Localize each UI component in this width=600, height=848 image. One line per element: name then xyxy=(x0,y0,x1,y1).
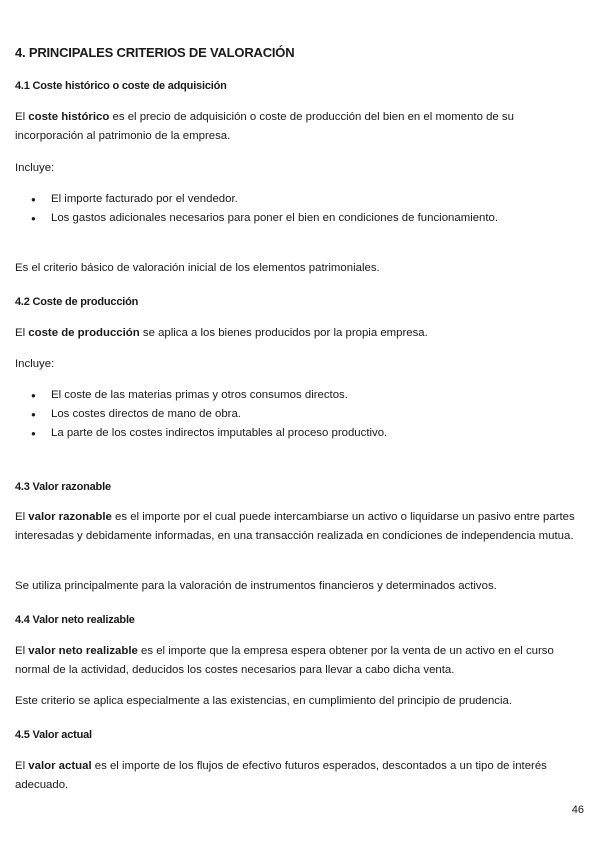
list-item: ● Los gastos adicionales necesarios para poner el bien en condiciones de funcionamiento. xyxy=(35,209,482,228)
heading-4-3: 4.3 Valor razonable xyxy=(15,481,111,493)
heading-4-1: 4.1 Coste histórico o coste de adquisición xyxy=(15,80,227,92)
paragraph-4-1-summary: Es el criterio básico de valoración inicial de los elementos patrimoniales. xyxy=(15,262,380,274)
includes-label-4-1: Incluye: xyxy=(15,162,55,174)
term-valor-razonable: valor razonable xyxy=(28,511,112,523)
paragraph-4-3-definition: El valor razonable es el importe por el cual puede intercambiarse un activo o liquidarse un pasivo entre partes interesadas y debidamente informadas, en una transacción realizada en condiciones de independencia mutua. xyxy=(15,511,575,542)
paragraph-4-3-usage: Se utiliza principalmente para la valoración de instrumentos financieros y determinados activos. xyxy=(15,580,497,592)
list-item: ● Los costes directos de mano de obra. xyxy=(35,405,225,424)
heading-4-2: 4.2 Coste de producción xyxy=(15,296,139,308)
paragraph-4-2-definition: El coste de producción se aplica a los bienes producidos por la propia empresa. xyxy=(15,327,428,339)
section-title: 4. PRINCIPALES CRITERIOS DE VALORACIÓN xyxy=(15,45,295,60)
paragraph-4-4-definition: El valor neto realizable es el importe que la empresa espera obtener por la venta de un activo en el curso normal de la actividad, deducidos los costes necesarios para llevar a cabo dicha venta. xyxy=(15,645,554,676)
list-item: ● La parte de los costes indirectos imputables al proceso productivo. xyxy=(35,424,371,443)
paragraph-4-5-definition: El valor actual es el importe de los flujos de efectivo futuros esperados, descontados a un tipo de interés adecuado. xyxy=(15,760,547,791)
list-item: ● El coste de las materias primas y otros consumos directos. xyxy=(35,386,332,405)
term-valor-neto-realizable: valor neto realizable xyxy=(28,645,138,657)
heading-4-5: 4.5 Valor actual xyxy=(15,729,92,741)
page-number: 46 xyxy=(571,804,584,816)
heading-4-4: 4.4 Valor neto realizable xyxy=(15,614,135,626)
term-valor-actual: valor actual xyxy=(28,760,92,772)
paragraph-4-4-usage: Este criterio se aplica especialmente a las existencias, en cumplimiento del principio de prudencia. xyxy=(15,695,513,707)
includes-label-4-2: Incluye: xyxy=(15,358,55,370)
list-item: ● El importe facturado por el vendedor. xyxy=(35,190,222,209)
paragraph-4-1-definition: El coste histórico es el precio de adquisición o coste de producción del bien en el momento de su incorporación al patrimonio de la empresa. xyxy=(15,111,514,142)
term-coste-produccion: coste de producción xyxy=(28,327,140,339)
term-coste-historico: coste histórico xyxy=(28,111,110,123)
